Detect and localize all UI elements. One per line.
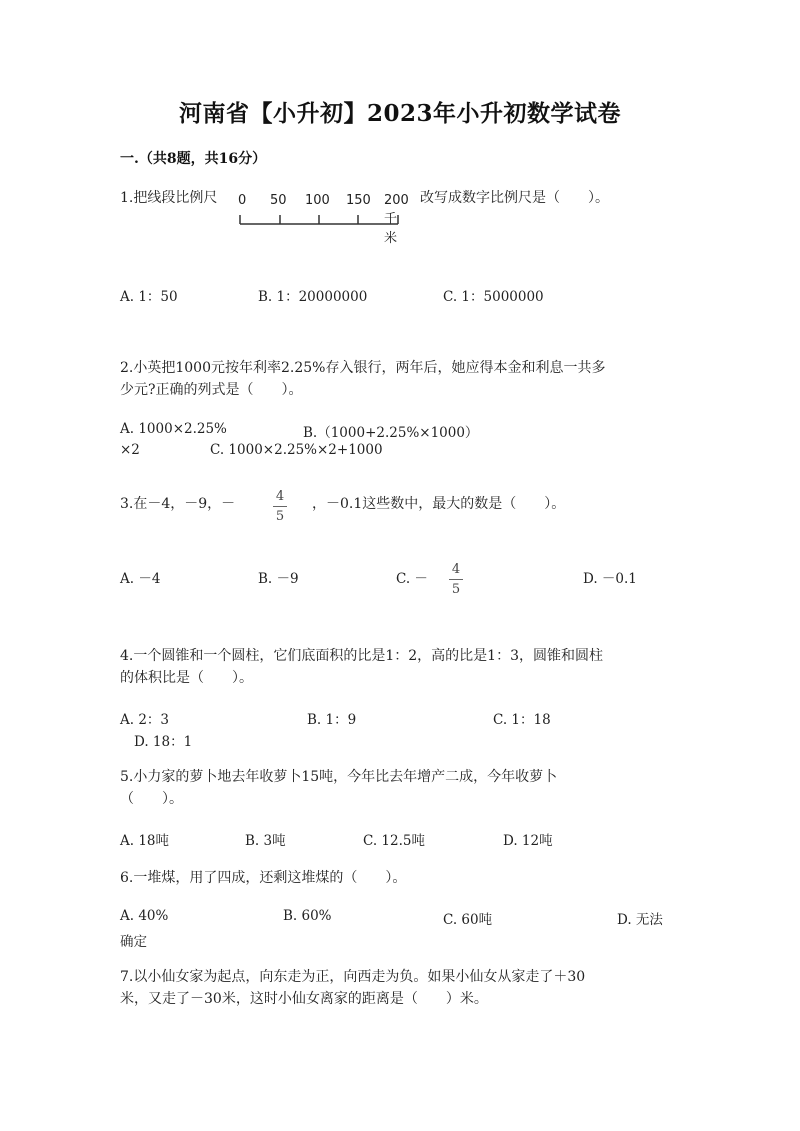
q3-option-a: A. －4 <box>120 571 161 587</box>
q2-line-1: 2.小英把1000元按年利率2.25%存入银行，两年后，她应得本金和利息一共多 <box>120 360 606 376</box>
q1-text-after: 改写成数字比例尺是（ ）。 <box>420 190 609 206</box>
fraction-denominator: 5 <box>275 509 285 524</box>
q7-line-1: 7.以小仙女家为起点，向东走为正，向西走为负。如果小仙女从家走了＋30 <box>120 969 586 985</box>
q4-line-1: 4.一个圆锥和一个圆柱，它们底面积的比是1：2，高的比是1：3，圆锥和圆柱 <box>120 648 603 664</box>
q4-option-b: B. 1：9 <box>307 712 357 728</box>
q6-option-b: B. 60% <box>283 908 332 924</box>
q5-option-a: A. 18吨 <box>120 833 170 849</box>
q4-option-d: D. 18：1 <box>134 734 193 750</box>
q1-option-a: A. 1：50 <box>120 289 178 305</box>
q6-option-d-continued: 确定 <box>120 934 147 950</box>
scale-label-100: 100 <box>305 193 330 208</box>
scale-label-150: 150 <box>346 193 371 208</box>
q3-text-before: 3.在－4，－9，－ <box>120 496 236 512</box>
fraction-numerator: 4 <box>451 562 461 577</box>
q1-text-before: 1.把线段比例尺 <box>120 190 218 206</box>
q3-option-d: D. －0.1 <box>583 571 637 587</box>
q6-line-1: 6.一堆煤，用了四成，还剩这堆煤的（ ）。 <box>120 870 407 886</box>
q2-line-2: 少元?正确的列式是（ ）。 <box>120 382 303 398</box>
fraction-denominator: 5 <box>451 582 461 597</box>
q2-option-b-continued: ×2 <box>120 442 140 458</box>
q2-option-b: B.（1000+2.25%×1000） <box>303 425 479 441</box>
q1-option-c: C. 1：5000000 <box>443 289 544 305</box>
fraction-bar <box>273 506 287 507</box>
fraction-bar <box>449 579 463 580</box>
q5-line-2: （ ）。 <box>120 791 183 807</box>
page-title: 河南省【小升初】2023年小升初数学试卷 <box>178 100 621 127</box>
q2-option-a: A. 1000×2.25% <box>120 421 227 437</box>
q4-option-a: A. 2：3 <box>120 712 170 728</box>
q3-fraction <box>270 489 290 524</box>
q4-option-c: C. 1：18 <box>493 712 551 728</box>
q3-text-after: ，－0.1这些数中，最大的数是（ ）。 <box>312 496 566 512</box>
q6-option-a: A. 40% <box>120 908 169 924</box>
section-heading: 一.（共8题，共16分） <box>120 151 267 167</box>
q6-option-c: C. 60吨 <box>443 912 493 928</box>
scale-label-50: 50 <box>270 193 287 208</box>
q3-option-b: B. －9 <box>258 571 299 587</box>
q5-line-1: 5.小力家的萝卜地去年收萝卜15吨，今年比去年增产二成，今年收萝卜 <box>120 769 558 785</box>
q2-option-c: C. 1000×2.25%×2+1000 <box>210 442 383 458</box>
q5-option-b: B. 3吨 <box>245 833 286 849</box>
q5-option-c: C. 12.5吨 <box>363 833 425 849</box>
q5-option-d: D. 12吨 <box>503 833 553 849</box>
scale-label-200: 200千米 <box>384 193 409 246</box>
q3-option-c-fraction <box>446 562 466 597</box>
q6-option-d: D. 无法 <box>617 912 663 928</box>
scale-label-0: 0 <box>238 193 247 208</box>
q3-option-c: C. － <box>396 571 428 587</box>
q4-line-2: 的体积比是（ ）。 <box>120 670 253 686</box>
q7-line-2: 米，又走了－30米，这时小仙女离家的距离是（ ）米。 <box>120 991 488 1007</box>
q1-option-b: B. 1：20000000 <box>258 289 368 305</box>
scale-ruler <box>238 193 438 233</box>
fraction-numerator: 4 <box>275 489 285 504</box>
